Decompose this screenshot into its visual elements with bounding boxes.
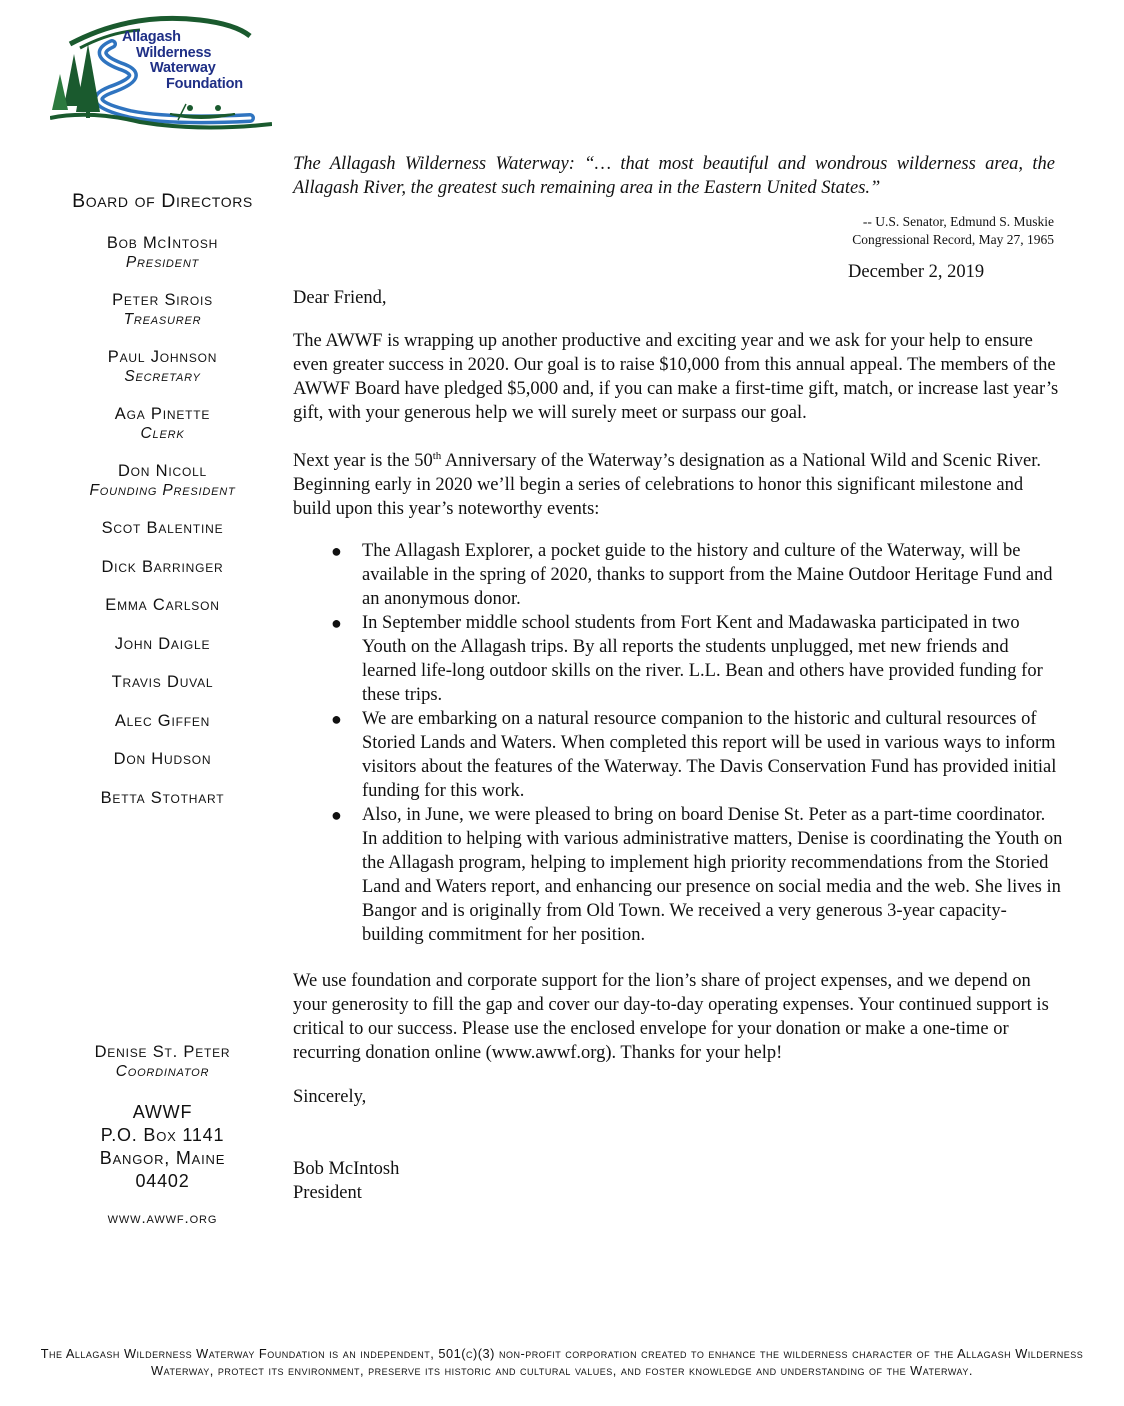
- bullet-icon: ●: [331, 805, 342, 826]
- attribution-author: -- U.S. Senator, Edmund S. Muskie: [862, 214, 1054, 229]
- coordinator-role: Coordinator: [115, 1063, 210, 1080]
- paragraph: The AWWF is wrapping up another productive and exciting year and we ask for your help to ensure even greater success in 2020. Our goal is to raise $10,000 from this annual appeal. The members of the AWWF Board have pledged $5,000 and, if you can make a first-time gift, match, or increase last year’s gift, with your generous help we will surely meet or surpass our goal.: [293, 331, 1059, 423]
- board-officer: [40, 404, 285, 443]
- address-line: Bangor, Maine: [99, 1148, 226, 1168]
- list-item-text: Also, in June, we were pleased to bring on board Denise St. Peter as a part-time coordinator. In addition to helping with various administrative matters, Denise is coordinating the Youth on the Allagash program, helping to implement high priority recommendations from the Storied Land and Waters report, and enhancing our presence on social media and the web. She lives in Bangor and is originally from Old Town. We received a very generous 3-year capacity-building commitment for her position.: [362, 805, 1063, 946]
- mission-footer: The Allagash Wilderness Waterway Foundation is an independent, 501(c)(3) non-profit corporation created to enhance the wilderness character of the Allagash Wilderness Waterway, protect its environment, preserve its historic and cultural values, and foster knowledge and understanding of the Waterway.: [40, 1346, 1084, 1378]
- website-link[interactable]: www.awwf.org: [107, 1210, 218, 1227]
- events-list: [293, 539, 1063, 947]
- officer-role: Founding President: [89, 482, 236, 499]
- paragraph: We use foundation and corporate support for the lion’s share of project expenses, and we depend on your generosity to fill the gap and cover our day-to-day operating expenses. Your continued support is critical to our success. Please use the enclosed envelope for your donation or make a one-time or recurring donation online (www.awwf.org). Thanks for your help!: [293, 971, 1049, 1064]
- member-name: Betta Stothart: [100, 788, 225, 807]
- signer-name: Bob McIntosh: [293, 1159, 400, 1180]
- member-name: Dick Barringer: [101, 557, 224, 576]
- bullet-icon: ●: [331, 709, 342, 730]
- salutation: Dear Friend,: [293, 288, 387, 308]
- address-line: 04402: [135, 1171, 190, 1191]
- board-officer: [40, 347, 285, 386]
- board-member: [40, 634, 285, 654]
- epigraph-quote: The Allagash Wilderness Waterway: “… that most beautiful and wondrous wilderness area, the Allagash River, the greatest such remaining area in the Eastern United States.”: [293, 154, 1055, 198]
- address-line: AWWF: [132, 1102, 193, 1122]
- logo-wordmark: [122, 30, 243, 92]
- paragraph-text: Anniversary of the Waterway’s designation as a National Wild and Scenic River. Beginning early in 2020 we’ll begin a series of celebrations to honor this significant milestone and build upon this year’s noteworthy events:: [293, 451, 1042, 520]
- board-member: [40, 788, 285, 808]
- letter-body: [293, 286, 1063, 1205]
- member-name: Alec Giffen: [114, 711, 211, 730]
- officer-name: Aga Pinette: [114, 405, 211, 423]
- officer-role: Secretary: [124, 368, 201, 385]
- board-member: [40, 595, 285, 615]
- officer-role: President: [125, 254, 200, 271]
- member-name: Scot Balentine: [101, 519, 224, 537]
- signer-title: President: [293, 1183, 362, 1204]
- board-officer: [40, 461, 285, 500]
- quote-attribution: [600, 213, 1054, 249]
- address-line: P.O. Box 1141: [100, 1125, 225, 1145]
- board-member: [40, 672, 285, 692]
- board-member: [40, 518, 285, 538]
- list-item: [293, 611, 1063, 707]
- board-title: Board of Directors: [72, 190, 253, 212]
- paragraph: [293, 444, 1063, 521]
- member-name: Emma Carlson: [105, 596, 220, 614]
- foundation-logo: [50, 14, 272, 136]
- board-member: [40, 557, 285, 577]
- ordinal-suffix: th: [432, 450, 442, 462]
- list-item: [293, 803, 1063, 947]
- paragraph-text: Next year is the 50: [293, 451, 433, 472]
- member-name: John Daigle: [114, 634, 211, 653]
- bullet-icon: ●: [331, 613, 342, 634]
- coordinator-contact: [40, 1042, 285, 1227]
- officer-role: Clerk: [140, 425, 185, 442]
- officer-name: Don Nicoll: [117, 462, 208, 480]
- officer-role: Treasurer: [123, 311, 202, 328]
- board-officer: [40, 233, 285, 272]
- logo-line: Allagash: [122, 29, 181, 45]
- bullet-icon: ●: [331, 541, 342, 562]
- officer-name: Bob McIntosh: [106, 234, 219, 252]
- coordinator-name: Denise St. Peter: [94, 1043, 231, 1061]
- list-item: [293, 539, 1063, 611]
- member-name: Travis Duval: [111, 673, 214, 691]
- member-name: Don Hudson: [113, 750, 212, 768]
- list-item: [293, 707, 1063, 803]
- list-item-text: We are embarking on a natural resource companion to the historic and cultural resources of Storied Lands and Waters. When completed this report will be used in various ways to inform visitors about the features of the Waterway. The Davis Conservation Fund has provided initial funding for this work.: [362, 709, 1057, 802]
- officer-name: Peter Sirois: [112, 291, 213, 309]
- attribution-source: Congressional Record, May 27, 1965: [852, 232, 1054, 247]
- logo-line: Wilderness: [136, 44, 212, 61]
- officer-name: Paul Johnson: [107, 348, 218, 366]
- board-member: [40, 711, 285, 731]
- logo-line: Foundation: [166, 75, 243, 92]
- logo-line: Waterway: [150, 60, 216, 76]
- board-member: [40, 749, 285, 769]
- letter-date: December 2, 2019: [848, 262, 985, 282]
- board-officer: [40, 290, 285, 329]
- list-item-text: The Allagash Explorer, a pocket guide to the history and culture of the Waterway, will be available in the spring of 2020, thanks to support from the Maine Outdoor Heritage Fund and an anonymous donor.: [362, 541, 1053, 610]
- list-item-text: In September middle school students from Fort Kent and Madawaska participated in two Youth on the Allagash trips. By all reports the students unplugged, met new friends and learned life-long outdoor skills on the river. L.L. Bean and others have provided funding for these trips.: [362, 613, 1043, 706]
- board-sidebar: [40, 190, 285, 826]
- closing: Sincerely,: [293, 1087, 367, 1108]
